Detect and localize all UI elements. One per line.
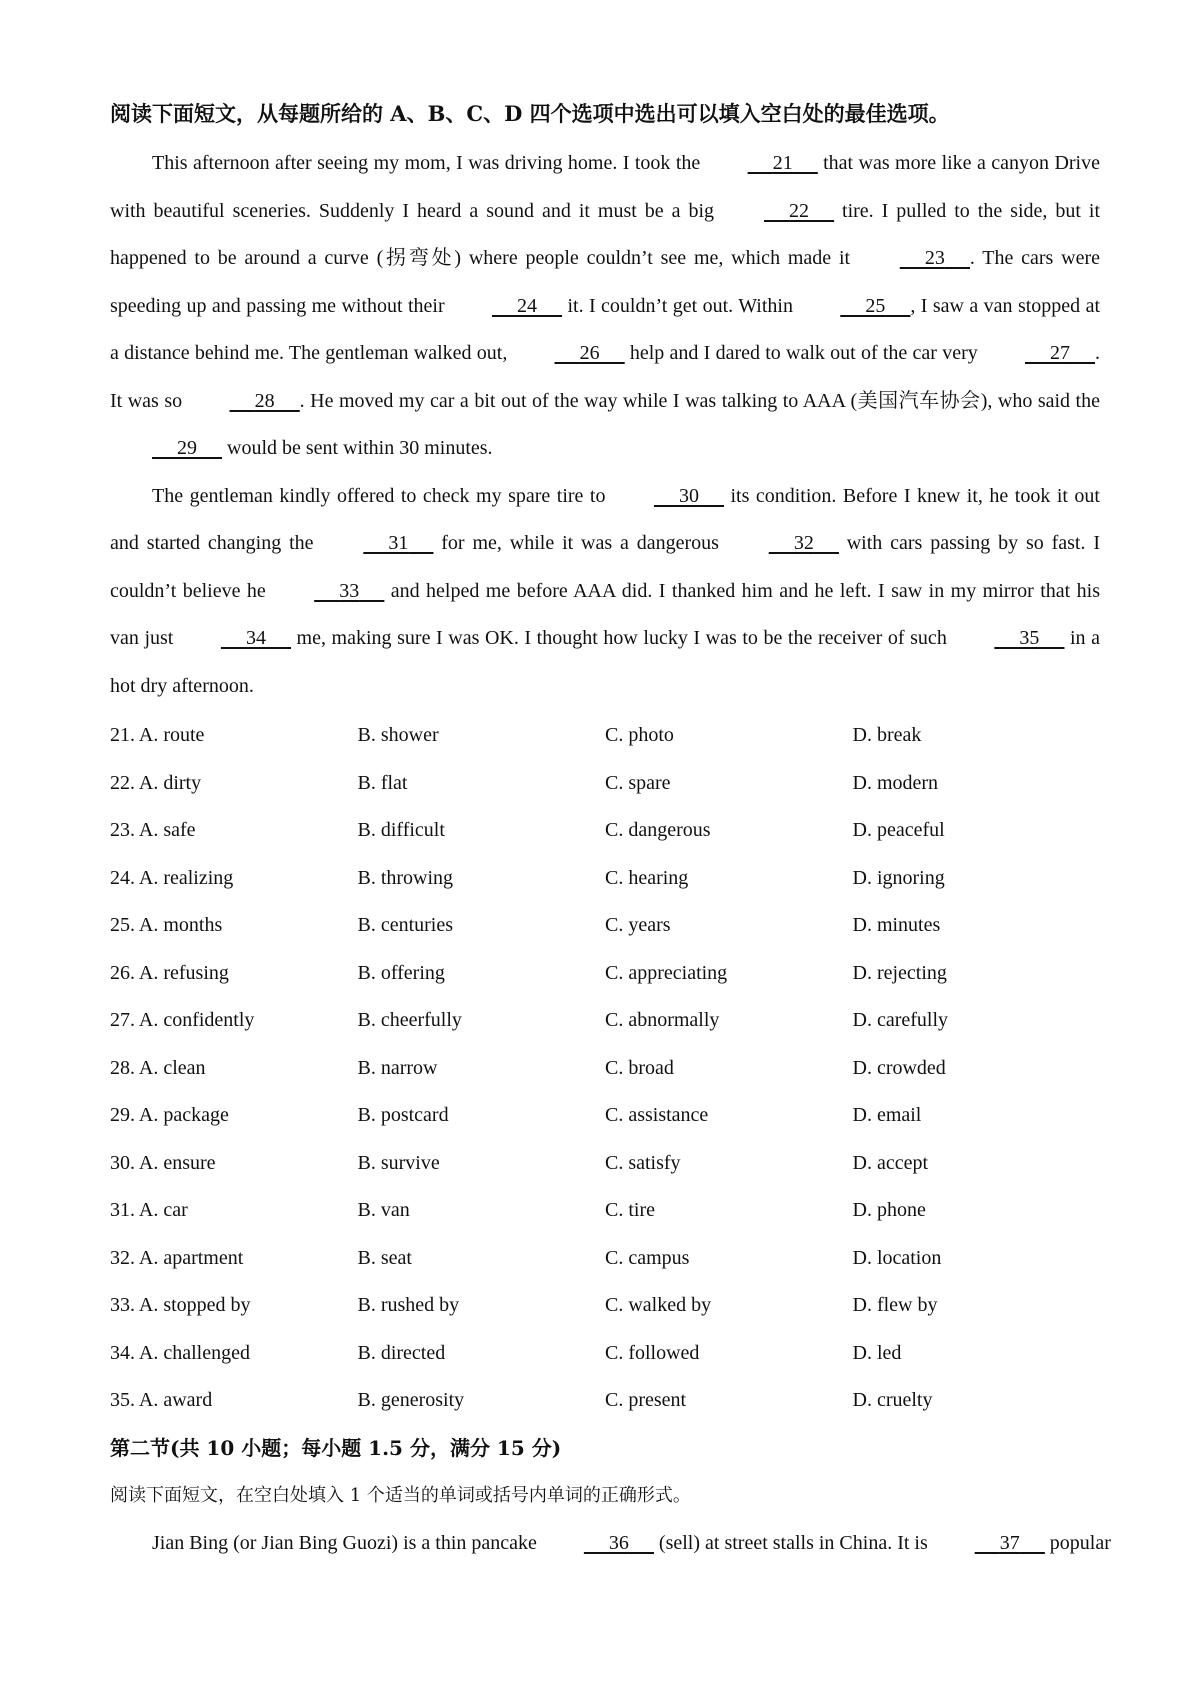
option-d: D. location bbox=[852, 1246, 942, 1269]
passage-paragraph-3: Jian Bing (or Jian Bing Guozi) is a thin pancake 36 (sell) at street stalls in China. It is 37 popular bbox=[110, 1520, 1100, 1568]
document-page bbox=[110, 88, 1111, 1567]
option-a: 28. A. clean bbox=[110, 1056, 206, 1079]
option-row bbox=[110, 1377, 1100, 1425]
option-row bbox=[110, 855, 1100, 903]
option-c: C. campus bbox=[605, 1246, 690, 1269]
option-row bbox=[110, 1045, 1100, 1093]
option-a: 29. A. package bbox=[110, 1104, 229, 1126]
option-a: 26. A. refusing bbox=[110, 961, 229, 984]
option-c: C. walked by bbox=[605, 1294, 712, 1316]
option-c: C. dangerous bbox=[605, 819, 711, 841]
section1-heading: 阅读下面短文，从每题所给的 A、B、C、D 四个选项中选出可以填入空白处的最佳选项。 bbox=[110, 101, 950, 126]
blank-33: 33 bbox=[339, 579, 360, 602]
option-a: 34. A. challenged bbox=[110, 1341, 250, 1364]
blank-21: 21 bbox=[772, 152, 793, 174]
option-c: C. spare bbox=[605, 771, 671, 794]
option-row bbox=[110, 1330, 1100, 1378]
option-c: C. appreciating bbox=[605, 961, 728, 984]
option-row bbox=[110, 1187, 1100, 1235]
section2-instruction: 阅读下面短文，在空白处填入 1 个适当的单词或括号内单词的正确形式。 bbox=[110, 1484, 691, 1506]
options-list bbox=[110, 712, 1100, 1425]
blank-22: 22 bbox=[789, 199, 810, 222]
option-a: 31. A. car bbox=[110, 1199, 188, 1221]
option-d: D. crowded bbox=[852, 1056, 946, 1079]
option-b: B. throwing bbox=[357, 866, 454, 889]
option-a: 32. A. apartment bbox=[110, 1246, 244, 1269]
blank-23: 23 bbox=[924, 247, 945, 269]
blank-36: 36 bbox=[608, 1531, 629, 1554]
option-b: B. cheerfully bbox=[357, 1009, 462, 1031]
option-b: B. offering bbox=[357, 961, 445, 984]
option-d: D. modern bbox=[852, 771, 939, 794]
passage-paragraph-2: The gentleman kindly offered to check my spare tire to 30 its condition. Before I knew it, he took it out and started changing the 31 for me, while it was a dangerous 32 with cars passing by so fast. I couldn’t believe he 33 and helped me before AAA did. I thanked him and he left. I saw in my mirror that his van just 34 me, making sure I was OK. I thought how lucky I was to be the receiver of such 35 in a hot dry afternoon. bbox=[110, 473, 1100, 711]
option-a: 25. A. months bbox=[110, 914, 223, 936]
option-c: C. photo bbox=[605, 724, 674, 746]
option-b: B. difficult bbox=[357, 819, 445, 841]
option-b: B. postcard bbox=[357, 1104, 449, 1126]
option-b: B. shower bbox=[357, 724, 439, 746]
option-b: B. narrow bbox=[357, 1056, 438, 1079]
option-b: B. flat bbox=[357, 771, 408, 794]
option-c: C. years bbox=[605, 914, 671, 936]
blank-27: 27 bbox=[1050, 342, 1071, 364]
option-row bbox=[110, 950, 1100, 998]
option-d: D. break bbox=[852, 724, 922, 746]
option-a: 27. A. confidently bbox=[110, 1009, 255, 1031]
blank-30: 30 bbox=[678, 484, 699, 507]
option-row bbox=[110, 902, 1100, 950]
option-c: C. hearing bbox=[605, 866, 689, 889]
option-d: D. phone bbox=[852, 1199, 926, 1221]
blank-26: 26 bbox=[579, 342, 600, 364]
option-row bbox=[110, 712, 1100, 760]
option-b: B. seat bbox=[357, 1246, 412, 1269]
option-c: C. tire bbox=[605, 1199, 655, 1221]
option-b: B. generosity bbox=[357, 1389, 465, 1411]
option-row bbox=[110, 997, 1100, 1045]
option-c: C. followed bbox=[605, 1341, 700, 1364]
option-d: D. ignoring bbox=[852, 866, 945, 889]
option-a: 30. A. ensure bbox=[110, 1151, 216, 1174]
passage-paragraph-1: This afternoon after seeing my mom, I was driving home. I took the 21 that was more like a canyon Drive with beautiful sceneries. Suddenly I heard a sound and it must be a big 22 tire. I pulled to the side, but it happened to be around a curve (拐弯处) where people couldn’t see me, which made it 23 . The cars were speeding up and passing me without their 24 it. I couldn’t get out. Within 25 , I saw a van stopped at a distance behind me. The gentleman walked out, 26 help and I dared to walk out of the car very 27 . It was so 28 . He moved my car a bit out of the way while I was talking to AAA (美国汽车协会), who said the 29 would be sent within 30 minutes. bbox=[110, 140, 1100, 473]
blank-32: 32 bbox=[793, 532, 814, 554]
blank-24: 24 bbox=[517, 294, 538, 317]
option-a: 21. A. route bbox=[110, 724, 205, 746]
option-a: 35. A. award bbox=[110, 1389, 213, 1411]
option-a: 22. A. dirty bbox=[110, 771, 202, 794]
option-b: B. van bbox=[357, 1199, 410, 1221]
option-c: C. assistance bbox=[605, 1104, 709, 1126]
option-a: 23. A. safe bbox=[110, 819, 196, 841]
option-c: C. broad bbox=[605, 1056, 674, 1079]
option-row bbox=[110, 1140, 1100, 1188]
option-a: 24. A. realizing bbox=[110, 866, 234, 889]
blank-29: 29 bbox=[177, 437, 197, 459]
option-b: B. survive bbox=[357, 1151, 440, 1174]
option-d: D. cruelty bbox=[852, 1389, 933, 1411]
option-row bbox=[110, 760, 1100, 808]
option-b: B. rushed by bbox=[357, 1294, 460, 1316]
option-d: D. email bbox=[852, 1104, 922, 1126]
option-d: D. flew by bbox=[852, 1294, 938, 1316]
blank-35: 35 bbox=[1019, 627, 1040, 649]
option-row bbox=[110, 807, 1100, 855]
option-d: D. minutes bbox=[852, 914, 941, 936]
option-a: 33. A. stopped by bbox=[110, 1294, 251, 1316]
option-c: C. abnormally bbox=[605, 1009, 720, 1031]
blank-31: 31 bbox=[388, 532, 409, 554]
option-d: D. carefully bbox=[852, 1009, 949, 1031]
blank-25: 25 bbox=[865, 294, 886, 317]
option-b: B. centuries bbox=[357, 914, 454, 936]
section2-title: 第二节(共 10 小题；每小题 1.5 分，满分 15 分) bbox=[110, 1435, 562, 1460]
blank-34: 34 bbox=[245, 627, 266, 649]
option-c: C. satisfy bbox=[605, 1151, 681, 1174]
option-d: D. rejecting bbox=[852, 961, 947, 984]
option-d: D. peaceful bbox=[852, 819, 945, 841]
option-d: D. accept bbox=[852, 1151, 929, 1174]
option-d: D. led bbox=[852, 1341, 902, 1364]
blank-37: 37 bbox=[999, 1531, 1020, 1554]
blank-28: 28 bbox=[254, 389, 275, 412]
option-b: B. directed bbox=[357, 1341, 446, 1364]
option-c: C. present bbox=[605, 1389, 687, 1411]
option-row bbox=[110, 1235, 1100, 1283]
option-row bbox=[110, 1282, 1100, 1330]
option-row bbox=[110, 1092, 1100, 1140]
